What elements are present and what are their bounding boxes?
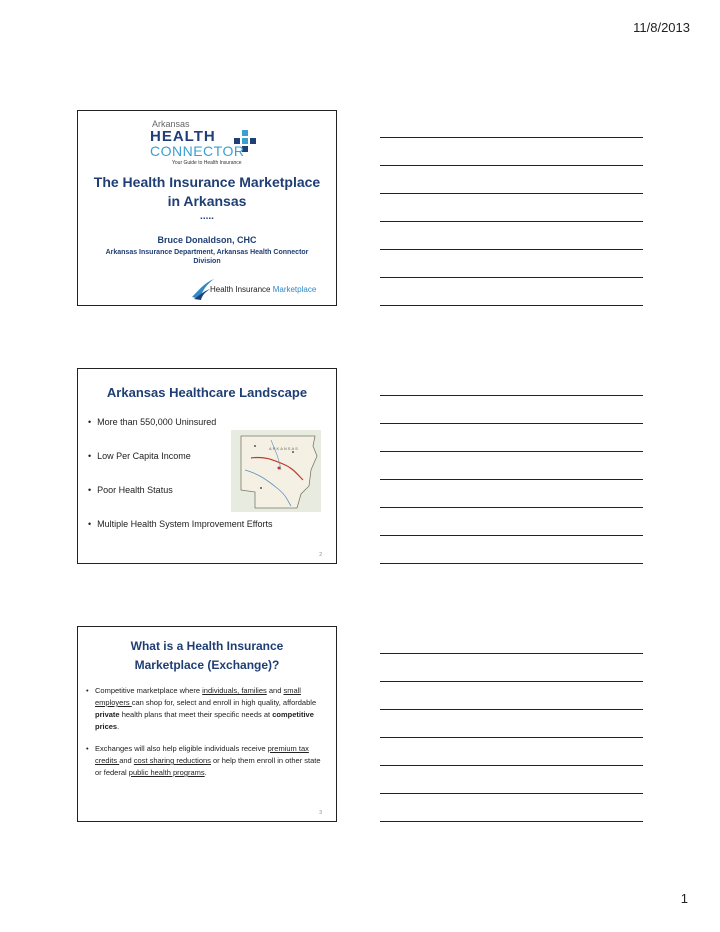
bullet-marker: •: [86, 686, 89, 695]
bullet-marker: •: [88, 417, 92, 427]
notes-line: [380, 193, 643, 194]
text-run: .: [204, 768, 207, 777]
bold-text: private: [95, 710, 120, 719]
underlined-text: small employers: [95, 686, 301, 707]
title-line-1: The Health Insurance Marketplace: [93, 174, 321, 190]
department-line-2: Division: [193, 258, 221, 265]
title-line-1: What is a Health Insurance: [130, 639, 284, 653]
text-run: and: [266, 686, 284, 695]
notes-line: [380, 221, 643, 222]
logo-text-arkansas: Arkansas: [152, 119, 190, 129]
underlined-text: premium tax credits: [95, 744, 309, 765]
notes-line: [380, 737, 643, 738]
bullet-item: [88, 451, 191, 461]
slide-number: 2: [319, 552, 322, 558]
title-line-2: in Arkansas: [167, 193, 247, 209]
notes-line: [380, 395, 643, 396]
arkansas-map-image: [231, 430, 321, 512]
notes-line: [380, 793, 643, 794]
notes-line: [380, 821, 643, 822]
paragraph-text: [95, 685, 326, 733]
text-run: or help them enroll in other state or federal: [95, 756, 321, 777]
bullet-item: [88, 485, 173, 495]
logo-tagline: Your Guide to Health Insurance: [172, 160, 242, 166]
text-run: can shop for, select and enroll in high quality, affordable: [131, 698, 317, 707]
bullet-marker: •: [88, 519, 92, 529]
notes-line: [380, 277, 643, 278]
underlined-text: public health programs: [128, 768, 205, 777]
slide-1-thumbnail: [77, 110, 337, 306]
marketplace-logo-word2: Marketplace: [272, 285, 317, 294]
slide-3-title: [78, 637, 336, 675]
bullet-text: Multiple Health System Improvement Efforts: [97, 519, 273, 529]
marketplace-logo-text: [210, 285, 316, 294]
department-line-1: Arkansas Insurance Department, Arkansas Health Connector: [105, 249, 309, 256]
notes-line: [380, 681, 643, 682]
header-date: 11/8/2013: [633, 20, 690, 35]
notes-line: [380, 765, 643, 766]
bullet-text: More than 550,000 Uninsured: [97, 417, 217, 427]
presenter-name: Bruce Donaldson, CHC: [157, 235, 257, 245]
text-run: .: [117, 722, 120, 731]
slide-number: 3: [319, 810, 322, 816]
notes-line: [380, 137, 643, 138]
presenter-department: [88, 248, 326, 266]
logo-text-connector: CONNECTOR: [150, 143, 245, 159]
notes-line: [380, 165, 643, 166]
page-number: 1: [680, 891, 688, 906]
arkansas-health-connector-logo: [150, 119, 280, 171]
paragraph-bullet-2: [86, 743, 326, 779]
notes-line: [380, 451, 643, 452]
text-run: Competitive marketplace where: [95, 686, 203, 695]
slide-1-title: [78, 173, 336, 211]
bullet-marker: •: [86, 744, 89, 753]
notes-line: [380, 563, 643, 564]
notes-line: [380, 423, 643, 424]
bullet-item: [88, 519, 273, 529]
notes-line: [380, 535, 643, 536]
slide-2-thumbnail: [77, 368, 337, 564]
notes-line: [380, 305, 643, 306]
paragraph-bullet-1: [86, 685, 326, 733]
marketplace-logo-word1: Health Insurance: [210, 285, 273, 294]
notes-line: [380, 709, 643, 710]
health-insurance-marketplace-logo: [190, 277, 330, 301]
logo-text-health: HEALTH: [150, 128, 216, 145]
text-run: Exchanges will also help eligible individuals receive: [95, 744, 268, 753]
bullet-marker: •: [88, 485, 92, 495]
paragraph-text: [95, 743, 326, 779]
notes-line: [380, 507, 643, 508]
bold-text: competitive prices: [95, 710, 314, 731]
notes-line: [380, 479, 643, 480]
bullet-text: Poor Health Status: [97, 485, 173, 495]
slide-2-title: Arkansas Healthcare Landscape: [106, 385, 308, 400]
bullet-item: [88, 417, 216, 427]
slide-3-thumbnail: [77, 626, 337, 822]
notes-line: [380, 249, 643, 250]
text-run: health plans that meet their specific needs at: [119, 710, 273, 719]
map-label: ARKANSAS: [269, 446, 299, 451]
bullet-text: Low Per Capita Income: [97, 451, 191, 461]
notes-line: [380, 653, 643, 654]
text-run: and: [119, 756, 134, 765]
underlined-text: cost sharing reductions: [133, 756, 211, 765]
bullet-marker: •: [88, 451, 92, 461]
title-line-2: Marketplace (Exchange)?: [134, 658, 280, 672]
title-ellipsis: .....: [200, 211, 214, 222]
underlined-text: individuals, families: [202, 686, 267, 695]
